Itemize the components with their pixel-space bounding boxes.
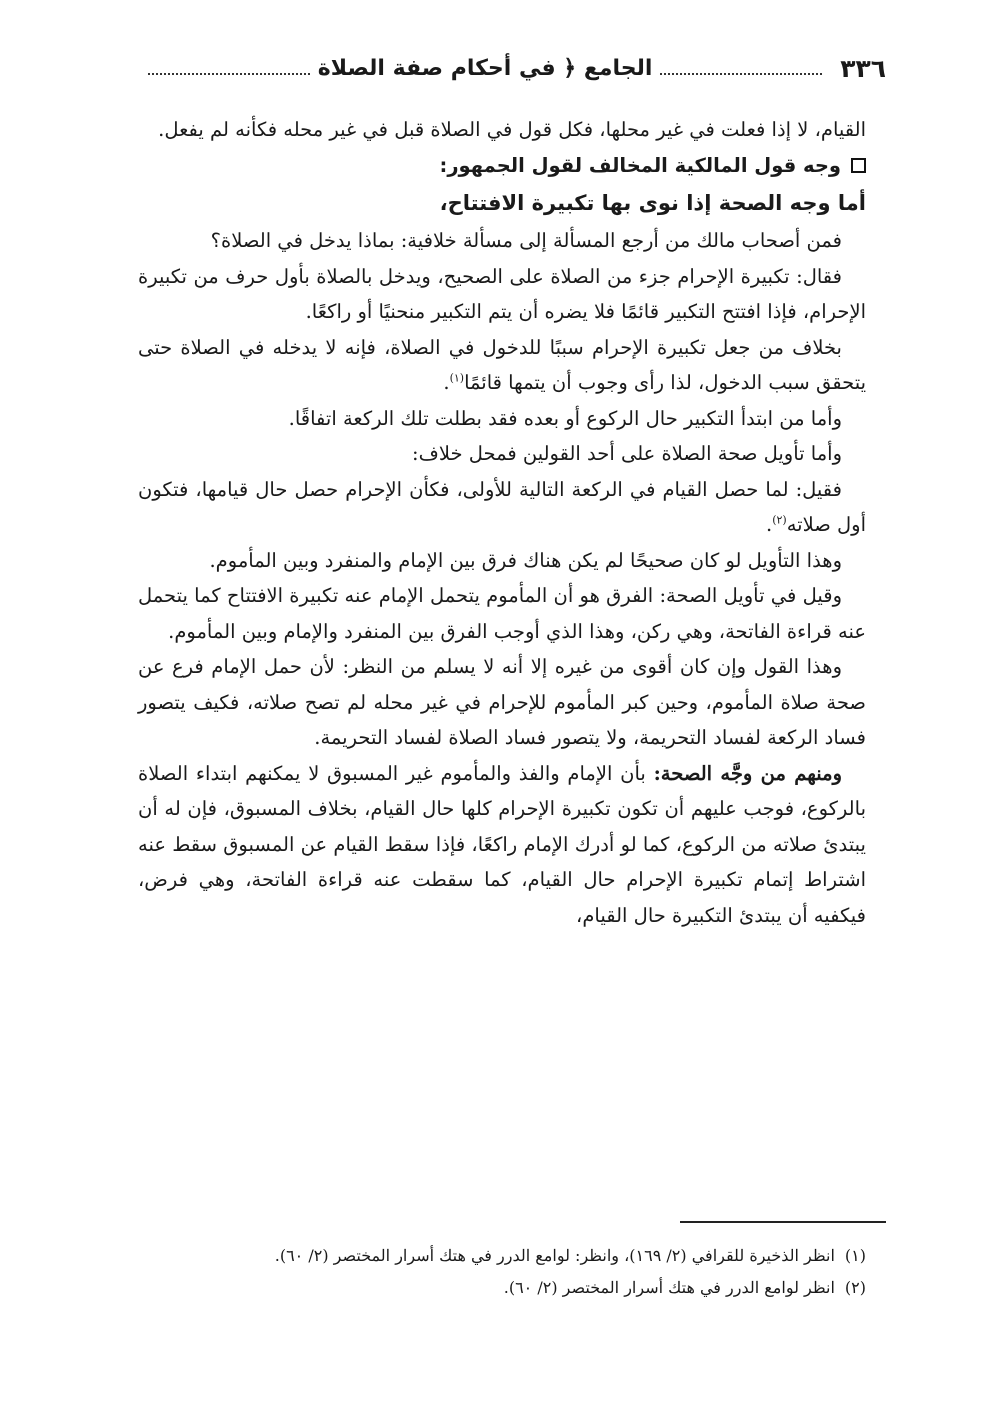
footnote bbox=[138, 1272, 866, 1304]
footnote-ref[interactable]: (٢) bbox=[772, 513, 787, 527]
paragraph-text: فقيل: لما حصل القيام في الركعة التالية للأولى، فكأن الإحرام حصل حال قيامها، فتكون أول صلاته bbox=[138, 477, 866, 536]
paragraph-text: بخلاف من جعل تكبيرة الإحرام سببًا للدخول في الصلاة، فإنه لا يدخله في الصلاة حتى يتحقق سبب الدخول، لذا رأى وجوب أن يتمها قائمًا bbox=[138, 335, 866, 394]
bold-lead: ومنهم من وجَّه الصحة: bbox=[653, 761, 842, 785]
header-dots-right bbox=[660, 73, 822, 75]
paragraph: القيام، لا إذا فعلت في غير محلها، فكل قول في الصلاة قبل في غير محله فكأنه لم يفعل. bbox=[158, 118, 866, 141]
paragraph-end: . bbox=[443, 371, 450, 394]
paragraph: فقال: تكبيرة الإحرام جزء من الصلاة على الصحيح، ويدخل بالصلاة بأول حرف من تكبيرة الإحرام، فإذا افتتح التكبير قائمًا فلا يضره أن يتم التكبير منحنيًا أو راكعًا. bbox=[138, 264, 866, 323]
section-heading-label: وجه قول المالكية المخالف لقول الجمهور: bbox=[439, 153, 841, 177]
page-number: ٣٣٦ bbox=[840, 53, 886, 83]
checkbox-icon bbox=[851, 158, 866, 173]
footnote-text: انظر لوامع الدرر في هتك أسرار المختصر (٢/ ٦٠). bbox=[503, 1278, 835, 1297]
section-heading bbox=[138, 148, 866, 184]
footnote-text: انظر الذخيرة للقرافي (٢/ ١٦٩)، وانظر: لوامع الدرر في هتك أسرار المختصر (٢/ ٦٠). bbox=[274, 1246, 835, 1265]
footnote-number: (١) bbox=[844, 1246, 866, 1265]
footnotes bbox=[138, 1240, 866, 1304]
paragraph-text: بأن الإمام والفذ والمأموم غير المسبوق لا يمكنهم ابتداء الصلاة بالركوع، فوجب عليهم أن تكون تكبيرة الإحرام كلها حال القيام، بخلاف المسبوق، فإن له أن يبتدئ صلاته من الركوع، كما لو أدرك الإمام راكعًا، فإذا سقط القيام عن المسبوق سقط عنه اشتراط إتمام تكبيرة الإحرام حال القيام، كما سقطت عنه قراءة الفاتحة، وهي فرض، فيكفيه أن يبتدئ التكبيرة حال القيام، bbox=[138, 761, 866, 927]
paragraph bbox=[138, 472, 866, 543]
main-text bbox=[138, 112, 866, 933]
footnote-divider bbox=[680, 1221, 886, 1223]
paragraph bbox=[138, 330, 866, 401]
paragraph bbox=[138, 756, 866, 934]
paragraph: وأما من ابتدأ التكبير حال الركوع أو بعده فقد بطلت تلك الركعة اتفاقًا. bbox=[288, 406, 842, 430]
paragraph: وهذا القول وإن كان أقوى من غيره إلا أنه لا يسلم من النظر: لأن حمل الإمام فرع عن صحة صلاة المأموم، وحين كبر المأموم للإحرام في غير محله لم تصح صلاته، فكيف يتصور فساد الركعة لفساد التحريمة، ولا يتصور فساد الصلاة لفساد التحريمة. bbox=[138, 655, 866, 749]
paragraph: وهذا التأويل لو كان صحيحًا لم يكن هناك فرق بين الإمام والمنفرد وبين المأموم. bbox=[209, 548, 842, 572]
footnote-number: (٢) bbox=[844, 1278, 866, 1297]
paragraph: فمن أصحاب مالك من أرجع المسألة إلى مسألة خلافية: بماذا يدخل في الصلاة؟ bbox=[210, 229, 842, 252]
paragraph: وأما تأويل صحة الصلاة على أحد القولين فمحل خلاف: bbox=[412, 442, 842, 465]
paragraph: وقيل في تأويل الصحة: الفرق هو أن المأموم يتحمل الإمام عنه تكبيرة الافتتاح كما يتحمل عنه قراءة الفاتحة، وهي ركن، وهذا الذي أوجب الفرق بين المنفرد والإمام وبين المأموم. bbox=[138, 584, 866, 643]
sub-heading: أما وجه الصحة إذا نوى بها تكبيرة الافتتاح، bbox=[439, 191, 866, 215]
page-header bbox=[140, 46, 886, 90]
running-title: الجامع ﴿ في أحكام صفة الصلاة bbox=[317, 55, 653, 81]
footnote bbox=[138, 1240, 866, 1272]
header-dots-left bbox=[148, 73, 310, 75]
footnote-ref[interactable]: (١) bbox=[449, 371, 465, 385]
paragraph-end: . bbox=[766, 513, 773, 536]
